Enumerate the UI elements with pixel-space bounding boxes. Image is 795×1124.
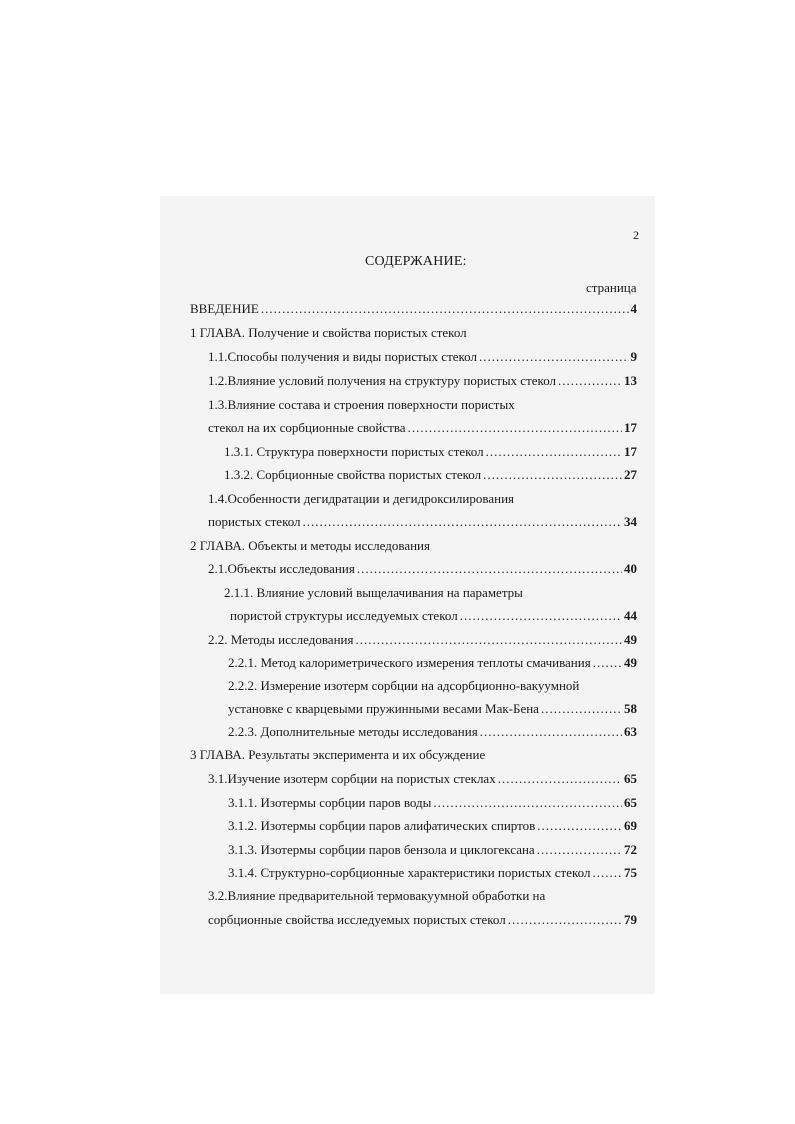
toc-entry-page: 49 (624, 655, 637, 670)
toc-entry-text: ВВЕДЕНИЕ (190, 301, 259, 316)
toc-entry-2-2-2-line1[interactable]: 2.2.2. Измерение изотерм сорбции на адсорбционно-вакуумной (228, 678, 580, 693)
toc-entry-1-3[interactable] (208, 420, 637, 436)
toc-entry-2-2-3[interactable] (228, 724, 637, 740)
toc-entry-1-3-1[interactable] (224, 444, 637, 460)
toc-entry-3-2[interactable] (208, 912, 637, 928)
toc-entry-2-2[interactable] (208, 632, 637, 648)
toc-entry-text: пористой структуры исследуемых стекол (230, 608, 458, 623)
toc-entry-3-1-2[interactable] (228, 818, 637, 834)
toc-entry-page: 65 (624, 771, 637, 786)
toc-entry-text: 2.2. Методы исследования (208, 632, 354, 647)
leader-dots (486, 444, 622, 460)
toc-entry-text: 1.1.Способы получения и виды пористых стекол (208, 349, 477, 364)
toc-entry-text: пористых стекол (208, 514, 301, 529)
chapter-heading[interactable]: 2 ГЛАВА. Объекты и методы исследования (190, 538, 430, 553)
toc-entry-1-4-line1[interactable]: 1.4.Особенности дегидратации и дегидроксилирования (208, 491, 515, 506)
toc-entry-1-3-2[interactable] (224, 467, 637, 483)
toc-entry-page: 69 (624, 818, 637, 833)
leader-dots (408, 420, 622, 436)
toc-entry-2-2-1[interactable] (228, 655, 637, 671)
toc-entry-page: 27 (624, 467, 637, 482)
toc-entry-1-3-line1[interactable]: 1.3.Влияние состава и строения поверхности пористых (208, 397, 515, 412)
toc-entry-text: сорбционные свойства исследуемых пористых стекол (208, 912, 506, 927)
toc-entry-1-4[interactable] (208, 514, 637, 530)
toc-entry-2-1[interactable] (208, 561, 637, 577)
toc-entry-page: 49 (624, 632, 637, 647)
toc-entry-3-1[interactable] (208, 771, 637, 787)
leader-dots (355, 632, 622, 648)
toc-entry-page: 58 (624, 701, 637, 716)
toc-entry-2-1-1[interactable] (230, 608, 637, 624)
toc-entry-3-1-1[interactable] (228, 795, 637, 811)
toc-entry-1-2[interactable] (208, 373, 637, 389)
leader-dots (558, 373, 622, 389)
leader-dots (357, 561, 622, 577)
toc-entry-page: 17 (624, 444, 637, 459)
toc-entry-text: 2.2.3. Дополнительные методы исследования (228, 724, 478, 739)
toc-entry-page: 13 (624, 373, 637, 388)
toc-entry-page: 40 (624, 561, 637, 576)
toc-entry-text: 3.1.3. Изотермы сорбции паров бензола и циклогексана (228, 842, 535, 857)
page-number: 2 (633, 228, 639, 242)
leader-dots (541, 701, 622, 717)
toc-entry-page: 75 (624, 865, 637, 880)
chapter-heading[interactable]: 3 ГЛАВА. Результаты эксперимента и их обсуждение (190, 747, 486, 762)
toc-entry-2-2-2[interactable] (228, 701, 637, 717)
toc-entry-page: 9 (630, 349, 637, 364)
toc-entry-text: 1.2.Влияние условий получения на структуру пористых стекол (208, 373, 557, 388)
chapter-heading[interactable]: 1 ГЛАВА. Получение и свойства пористых стекол (190, 325, 467, 340)
toc-entry-page: 63 (624, 724, 637, 739)
leader-dots (593, 655, 622, 671)
leader-dots (480, 724, 622, 740)
toc-entry-3-1-3[interactable] (228, 842, 637, 858)
leader-dots (479, 349, 629, 365)
leader-dots (483, 467, 622, 483)
leader-dots (433, 795, 622, 811)
toc-entry-3-1-4[interactable] (228, 865, 637, 881)
toc-entry-text: установке с кварцевыми пружинными весами Мак-Бена (228, 701, 539, 716)
leader-dots (303, 514, 622, 530)
toc-entry-page: 17 (624, 420, 637, 435)
toc-entry-page: 65 (624, 795, 637, 810)
toc-entry-3-2-line1[interactable]: 3.2.Влияние предварительной термовакуумной обработки на (208, 888, 546, 903)
toc-entry-page: 4 (630, 301, 637, 316)
leader-dots (537, 842, 622, 858)
toc-entry-page: 79 (624, 912, 637, 927)
toc-entry-text: стекол на их сорбционные свойства (208, 420, 406, 435)
toc-entry-2-1-1-line1[interactable]: 2.1.1. Влияние условий выщелачивания на параметры (224, 585, 523, 600)
toc-entry-page: 44 (624, 608, 637, 623)
toc-entry-text: 2.2.1. Метод калориметрического измерения теплоты смачивания (228, 655, 591, 670)
toc-entry-text: 1.3.2. Сорбционные свойства пористых стекол (224, 467, 482, 482)
toc-entry-text: 3.1.4. Структурно-сорбционные характеристики пористых стекол (228, 865, 591, 880)
leader-dots (460, 608, 622, 624)
page-title: СОДЕРЖАНИЕ: (365, 254, 467, 269)
toc-entry-page: 72 (624, 842, 637, 857)
toc-entry-text: 3.1.Изучение изотерм сорбции на пористых стеклах (208, 771, 496, 786)
toc-entry-1-1[interactable] (208, 349, 637, 365)
page-column-header: страница (586, 280, 637, 295)
toc-entry-text: 2.1.Объекты исследования (208, 561, 355, 576)
toc-entry-page: 34 (624, 514, 637, 529)
leader-dots (537, 818, 622, 834)
toc-entry-text: 1.3.1. Структура поверхности пористых стекол (224, 444, 484, 459)
leader-dots (508, 912, 622, 928)
leader-dots (261, 301, 629, 317)
leader-dots (498, 771, 622, 787)
toc-entry-text: 3.1.1. Изотермы сорбции паров воды (228, 795, 432, 810)
toc-entry-intro[interactable] (190, 301, 637, 317)
leader-dots (592, 865, 622, 881)
toc-entry-text: 3.1.2. Изотермы сорбции паров алифатических спиртов (228, 818, 536, 833)
